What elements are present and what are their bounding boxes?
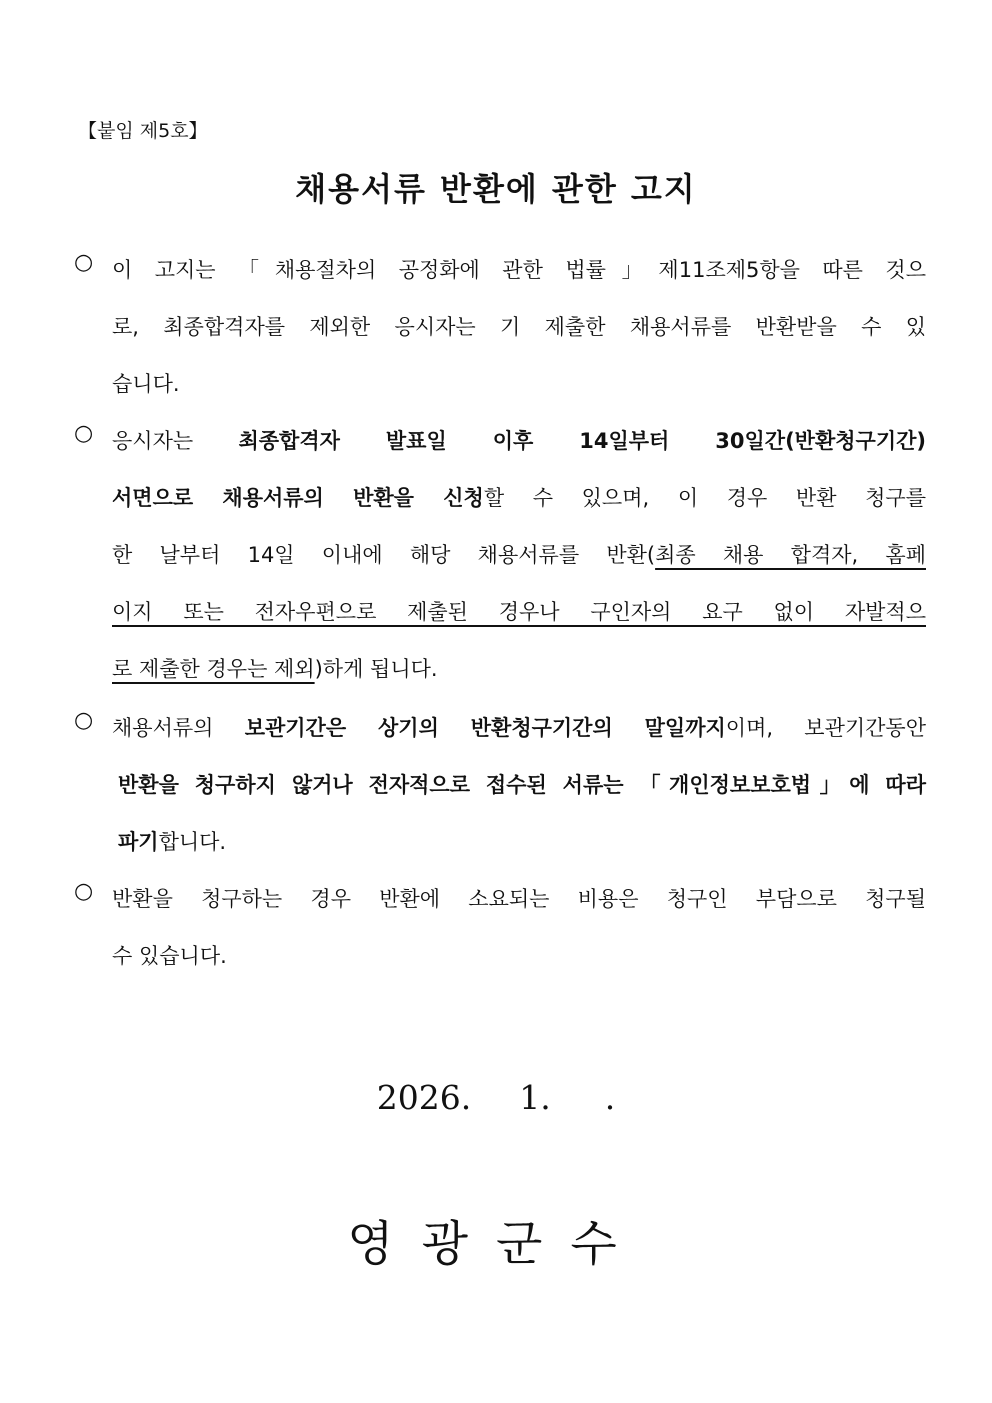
text-line <box>112 478 926 535</box>
notice-item-text <box>112 421 926 706</box>
plain-text: 합니다. <box>158 830 227 854</box>
date-year: 2026. <box>376 1078 472 1117</box>
circle-bullet-icon: ○ <box>74 250 94 275</box>
attachment-label: 【붙임 제5호】 <box>78 120 208 142</box>
underlined-text: 로 제출한 경우는 제외 <box>112 657 315 681</box>
circle-bullet-icon: ○ <box>74 421 94 446</box>
underlined-text-line: 이지 또는 전자우편으로 제출된 경우나 구인자의 요구 없이 자발적으 <box>112 600 926 624</box>
plain-text: 채용서류의 <box>112 716 245 740</box>
date-month: 1. <box>519 1078 551 1117</box>
notice-item-text <box>112 708 926 879</box>
signer-name: 영광군수 <box>347 1216 645 1272</box>
text-line: 로, 최종합격자를 제외한 응시자는 기 제출한 채용서류를 반환받을 수 있 <box>112 315 926 339</box>
notice-item-text <box>112 879 926 993</box>
plain-text: 할 수 있으며, 이 경우 반환 청구를 <box>483 486 926 510</box>
text-line <box>112 535 926 592</box>
circle-bullet-icon: ○ <box>74 708 94 733</box>
plain-text: )하게 됩니다. <box>314 657 438 681</box>
text-line: 이 고지는 「채용절차의 공정화에 관한 법률」제11조제5항을 따른 것으 <box>112 258 926 282</box>
circle-bullet-icon: ○ <box>74 879 94 904</box>
bold-text: 반환을 청구하지 않거나 전자적으로 접수된 서류는 「개인정보보호법」에 따라 <box>118 773 926 797</box>
plain-text: 이며, 보관기간동안 <box>725 716 926 740</box>
text-line <box>112 765 926 822</box>
document-date <box>0 1078 992 1117</box>
text-line: 수 있습니다. <box>112 944 227 968</box>
text-line <box>112 649 926 706</box>
bold-text: 서면으로 채용서류의 반환을 신청 <box>112 486 484 510</box>
text-line <box>112 822 926 879</box>
plain-text: 응시자는 <box>112 429 239 453</box>
date-day: . <box>604 1078 616 1117</box>
text-line <box>112 421 926 478</box>
bold-text: 파기 <box>118 830 159 854</box>
notice-item-text <box>112 250 926 421</box>
text-line: 습니다. <box>112 372 180 396</box>
text-line: 반환을 청구하는 경우 반환에 소요되는 비용은 청구인 부담으로 청구될 <box>112 887 926 911</box>
text-line <box>112 708 926 765</box>
page-title: 채용서류 반환에 관한 고지 <box>295 170 697 208</box>
plain-text: 한 날부터 14일 이내에 해당 채용서류를 반환( <box>112 543 656 567</box>
underlined-text: 최종 채용 합격자, 홈페 <box>655 543 926 567</box>
bold-text: 최종합격자 발표일 이후 14일부터 30일간(반환청구기간) <box>238 429 926 453</box>
bold-text: 보관기간은 상기의 반환청구기간의 말일까지 <box>244 716 726 740</box>
